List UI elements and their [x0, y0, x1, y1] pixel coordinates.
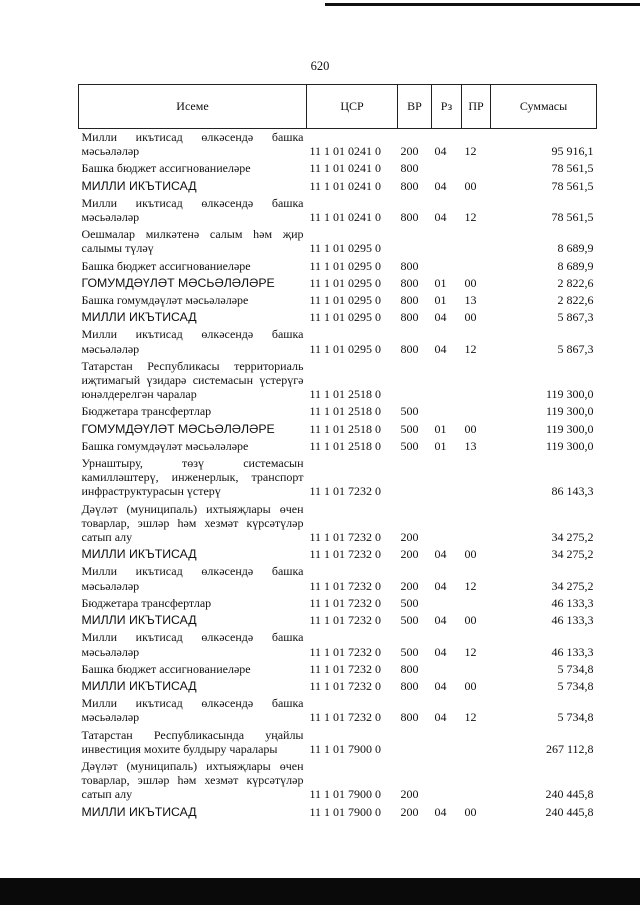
cell-rz: 04 — [434, 613, 447, 628]
cell-pr — [462, 661, 491, 678]
cell-sum: 34 275,2 — [551, 530, 594, 545]
cell-name: Милли икътисад өлкәсендә башка мәсьәләләр — [81, 630, 304, 659]
cell-vr: 800 — [400, 293, 419, 308]
cell-sum: 5 867,3 — [557, 310, 594, 325]
table-row — [79, 292, 597, 309]
cell-name: МИЛЛИ ИКЪТИСАД — [81, 804, 197, 819]
table-row — [79, 612, 597, 629]
cell-csr: 11 1 01 0241 0 — [309, 161, 382, 176]
cell-name: МИЛЛИ ИКЪТИСАД — [81, 678, 197, 693]
cell-name: МИЛЛИ ИКЪТИСАД — [81, 613, 197, 628]
cell-sum: 8 689,9 — [557, 241, 594, 256]
cell-csr: 11 1 01 7232 0 — [309, 578, 382, 593]
cell-name: ГОМУМДӘҮЛӘТ МӘСЬӘЛӘЛӘРЕ — [81, 275, 275, 290]
cell-csr: 11 1 01 7232 0 — [309, 613, 382, 628]
cell-vr: 800 — [400, 275, 419, 290]
cell-name: МИЛЛИ ИКЪТИСАД — [81, 178, 197, 193]
cell-sum: 78 561,5 — [551, 161, 594, 176]
cell-name: Башка бюджет ассигнованиеләре — [81, 661, 251, 676]
header-pr: ПР — [462, 85, 491, 129]
cell-csr: 11 1 01 0241 0 — [309, 144, 382, 159]
cell-sum: 34 275,2 — [551, 578, 594, 593]
cell-vr: 800 — [400, 161, 419, 176]
table-row — [79, 326, 597, 357]
table-row — [79, 501, 597, 547]
cell-rz — [432, 226, 462, 257]
cell-sum: 78 561,5 — [551, 178, 594, 193]
header-rz: Рз — [432, 85, 462, 129]
header-csr: ЦСР — [307, 85, 398, 129]
cell-vr: 800 — [400, 661, 419, 676]
cell-vr: 500 — [400, 595, 419, 610]
cell-vr: 800 — [400, 210, 419, 225]
cell-sum: 46 133,3 — [551, 613, 594, 628]
cell-sum: 95 916,1 — [551, 144, 594, 159]
cell-rz — [432, 661, 462, 678]
cell-pr — [462, 501, 491, 547]
cell-pr: 12 — [464, 144, 477, 159]
top-rule — [325, 3, 640, 6]
table-row — [79, 178, 597, 195]
cell-rz: 04 — [434, 578, 447, 593]
cell-sum: 119 300,0 — [545, 387, 594, 402]
cell-sum: 86 143,3 — [551, 484, 594, 499]
table-row — [79, 160, 597, 177]
cell-csr: 11 1 01 7900 0 — [309, 804, 382, 819]
cell-pr: 13 — [464, 293, 477, 308]
cell-rz: 04 — [434, 710, 447, 725]
cell-sum: 34 275,2 — [551, 547, 594, 562]
cell-vr: 800 — [400, 178, 419, 193]
cell-rz: 04 — [434, 210, 447, 225]
table-row — [79, 195, 597, 226]
cell-csr: 11 1 01 2518 0 — [309, 404, 382, 419]
cell-csr: 11 1 01 7900 0 — [309, 741, 382, 756]
cell-sum: 5 734,8 — [557, 710, 594, 725]
cell-name: Оешмалар милкәтенә салым һәм җир салымы түләү — [81, 227, 304, 256]
cell-rz — [432, 758, 462, 804]
table-row — [79, 546, 597, 563]
cell-sum: 46 133,3 — [551, 644, 594, 659]
cell-csr: 11 1 01 0295 0 — [309, 258, 382, 273]
cell-pr — [462, 758, 491, 804]
cell-vr: 500 — [400, 421, 419, 436]
cell-vr: 200 — [400, 547, 419, 562]
cell-csr: 11 1 01 2518 0 — [309, 438, 382, 453]
table-row — [79, 226, 597, 257]
table-row — [79, 438, 597, 455]
cell-vr — [398, 358, 432, 404]
cell-sum: 2 822,6 — [557, 275, 594, 290]
cell-csr: 11 1 01 0295 0 — [309, 310, 382, 325]
cell-vr: 800 — [400, 341, 419, 356]
table-row — [79, 129, 597, 161]
cell-name: Милли икътисад өлкәсендә башка мәсьәләләр — [81, 564, 304, 593]
cell-pr: 12 — [464, 578, 477, 593]
cell-vr — [398, 226, 432, 257]
cell-rz: 04 — [434, 644, 447, 659]
table-header-row — [79, 85, 597, 129]
cell-sum: 240 445,8 — [545, 804, 594, 819]
cell-csr: 11 1 01 2518 0 — [309, 387, 382, 402]
table-row — [79, 258, 597, 275]
cell-pr — [462, 727, 491, 758]
cell-sum: 78 561,5 — [551, 210, 594, 225]
cell-csr: 11 1 01 0241 0 — [309, 210, 382, 225]
table-row — [79, 455, 597, 501]
cell-sum: 2 822,6 — [557, 293, 594, 308]
cell-name: Милли икътисад өлкәсендә башка мәсьәләләр — [81, 327, 304, 356]
cell-name: Бюджетара трансфертлар — [81, 595, 212, 610]
cell-csr: 11 1 01 7232 0 — [309, 547, 382, 562]
cell-vr — [398, 727, 432, 758]
page-number: 620 — [310, 59, 330, 73]
cell-sum: 267 112,8 — [545, 741, 594, 756]
cell-vr: 200 — [400, 530, 419, 545]
cell-pr: 13 — [464, 438, 477, 453]
cell-pr: 00 — [464, 310, 477, 325]
table-row — [79, 804, 597, 821]
cell-rz — [432, 358, 462, 404]
cell-rz: 04 — [434, 678, 447, 693]
cell-name: Башка гомумдәүләт мәсьәләләре — [81, 293, 249, 308]
budget-table — [78, 84, 597, 821]
cell-pr — [462, 358, 491, 404]
cell-csr: 11 1 01 7232 0 — [309, 678, 382, 693]
cell-rz: 01 — [434, 293, 447, 308]
cell-rz: 04 — [434, 547, 447, 562]
header-name: Исеме — [79, 85, 307, 129]
cell-pr: 00 — [464, 178, 477, 193]
cell-csr: 11 1 01 0241 0 — [309, 178, 382, 193]
cell-pr — [462, 160, 491, 177]
cell-rz: 01 — [434, 438, 447, 453]
cell-name: Милли икътисад өлкәсендә башка мәсьәләләр — [81, 696, 304, 725]
cell-rz: 01 — [434, 275, 447, 290]
table-row — [79, 275, 597, 292]
cell-rz: 04 — [434, 341, 447, 356]
header-vr: ВР — [398, 85, 432, 129]
cell-sum: 119 300,0 — [545, 404, 594, 419]
cell-name: Милли икътисад өлкәсендә башка мәсьәләләр — [81, 130, 304, 159]
cell-rz — [432, 501, 462, 547]
cell-csr: 11 1 01 0295 0 — [309, 293, 382, 308]
cell-rz: 04 — [434, 178, 447, 193]
cell-pr: 00 — [464, 678, 477, 693]
table-row — [79, 695, 597, 726]
cell-name: Башка бюджет ассигнованиеләре — [81, 258, 251, 273]
table-row — [79, 309, 597, 326]
cell-sum: 5 734,8 — [557, 678, 594, 693]
header-sum: Суммасы — [491, 85, 597, 129]
cell-vr — [398, 455, 432, 501]
cell-pr — [462, 403, 491, 420]
cell-sum: 46 133,3 — [551, 595, 594, 610]
cell-vr: 200 — [400, 144, 419, 159]
cell-vr: 500 — [400, 438, 419, 453]
cell-pr: 12 — [464, 710, 477, 725]
cell-vr: 200 — [400, 787, 419, 802]
table-row — [79, 727, 597, 758]
cell-csr: 11 1 01 2518 0 — [309, 421, 382, 436]
table-row — [79, 421, 597, 438]
cell-pr: 00 — [464, 547, 477, 562]
cell-name: Дәүләт (муниципаль) ихтыяҗлары өчен товарлар, эшләр һәм хезмәт күрсәтүләр сатып алу — [81, 758, 304, 802]
cell-sum: 240 445,8 — [545, 787, 594, 802]
cell-sum: 119 300,0 — [545, 421, 594, 436]
bottom-scan-bar — [0, 878, 640, 905]
cell-pr: 00 — [464, 421, 477, 436]
cell-csr: 11 1 01 7900 0 — [309, 787, 382, 802]
table-row — [79, 595, 597, 612]
cell-sum: 5 867,3 — [557, 341, 594, 356]
cell-name: Башка бюджет ассигнованиеләре — [81, 161, 251, 176]
cell-csr: 11 1 01 7232 0 — [309, 644, 382, 659]
cell-csr: 11 1 01 7232 0 — [309, 710, 382, 725]
cell-csr: 11 1 01 7232 0 — [309, 484, 382, 499]
cell-csr: 11 1 01 0295 0 — [309, 341, 382, 356]
table-row — [79, 403, 597, 420]
cell-csr: 11 1 01 7232 0 — [309, 530, 382, 545]
table-row — [79, 678, 597, 695]
table-row — [79, 358, 597, 404]
cell-rz — [432, 595, 462, 612]
cell-csr: 11 1 01 0295 0 — [309, 275, 382, 290]
cell-vr: 800 — [400, 678, 419, 693]
cell-sum: 119 300,0 — [545, 438, 594, 453]
cell-vr: 500 — [400, 404, 419, 419]
cell-name: МИЛЛИ ИКЪТИСАД — [81, 547, 197, 562]
cell-vr: 500 — [400, 644, 419, 659]
cell-pr — [462, 455, 491, 501]
cell-vr: 800 — [400, 310, 419, 325]
cell-rz — [432, 455, 462, 501]
cell-pr: 00 — [464, 613, 477, 628]
cell-name: Милли икътисад өлкәсендә башка мәсьәләләр — [81, 195, 304, 225]
cell-csr: 11 1 01 7232 0 — [309, 661, 382, 676]
cell-name: Урнаштыру, төзү системасын камилләштерү, инженерлык, транспорт инфраструктурасын үстерү — [81, 456, 304, 499]
table-row — [79, 563, 597, 594]
cell-vr: 800 — [400, 258, 419, 273]
cell-vr: 800 — [400, 710, 419, 725]
table-row — [79, 661, 597, 678]
cell-vr: 500 — [400, 613, 419, 628]
cell-pr: 12 — [464, 341, 477, 356]
cell-pr — [462, 226, 491, 257]
cell-rz — [432, 403, 462, 420]
cell-pr — [462, 258, 491, 275]
cell-name: Башка гомумдәүләт мәсьәләләре — [81, 438, 249, 453]
cell-pr: 00 — [464, 275, 477, 290]
cell-rz: 04 — [434, 144, 447, 159]
cell-rz — [432, 727, 462, 758]
cell-pr — [462, 595, 491, 612]
cell-rz: 01 — [434, 421, 447, 436]
cell-rz: 04 — [434, 310, 447, 325]
cell-sum: 5 734,8 — [557, 661, 594, 676]
cell-name: Дәүләт (муниципаль) ихтыяҗлары өчен товарлар, эшләр һәм хезмәт күрсәтүләр сатып алу — [81, 501, 304, 545]
cell-rz — [432, 160, 462, 177]
cell-name: Бюджетара трансфертлар — [81, 404, 212, 419]
table-row — [79, 758, 597, 804]
table-row — [79, 629, 597, 660]
cell-pr: 12 — [464, 644, 477, 659]
cell-vr: 200 — [400, 578, 419, 593]
cell-pr: 12 — [464, 210, 477, 225]
cell-sum: 8 689,9 — [557, 258, 594, 273]
cell-csr: 11 1 01 0295 0 — [309, 241, 382, 256]
cell-name: ГОМУМДӘҮЛӘТ МӘСЬӘЛӘЛӘРЕ — [81, 421, 275, 436]
cell-rz — [432, 258, 462, 275]
cell-pr: 00 — [464, 804, 477, 819]
cell-vr: 200 — [400, 804, 419, 819]
cell-name: МИЛЛИ ИКЪТИСАД — [81, 310, 197, 325]
cell-csr: 11 1 01 7232 0 — [309, 595, 382, 610]
cell-name: Татарстан Республикасы территориаль иҗтимагый үзидарә системасын үстерүгә юнәлдерелгән чаралар — [81, 358, 304, 402]
cell-rz: 04 — [434, 804, 447, 819]
cell-name: Татарстан Республикасында уңайлы инвестиция мохите булдыру чаралары — [81, 727, 304, 756]
